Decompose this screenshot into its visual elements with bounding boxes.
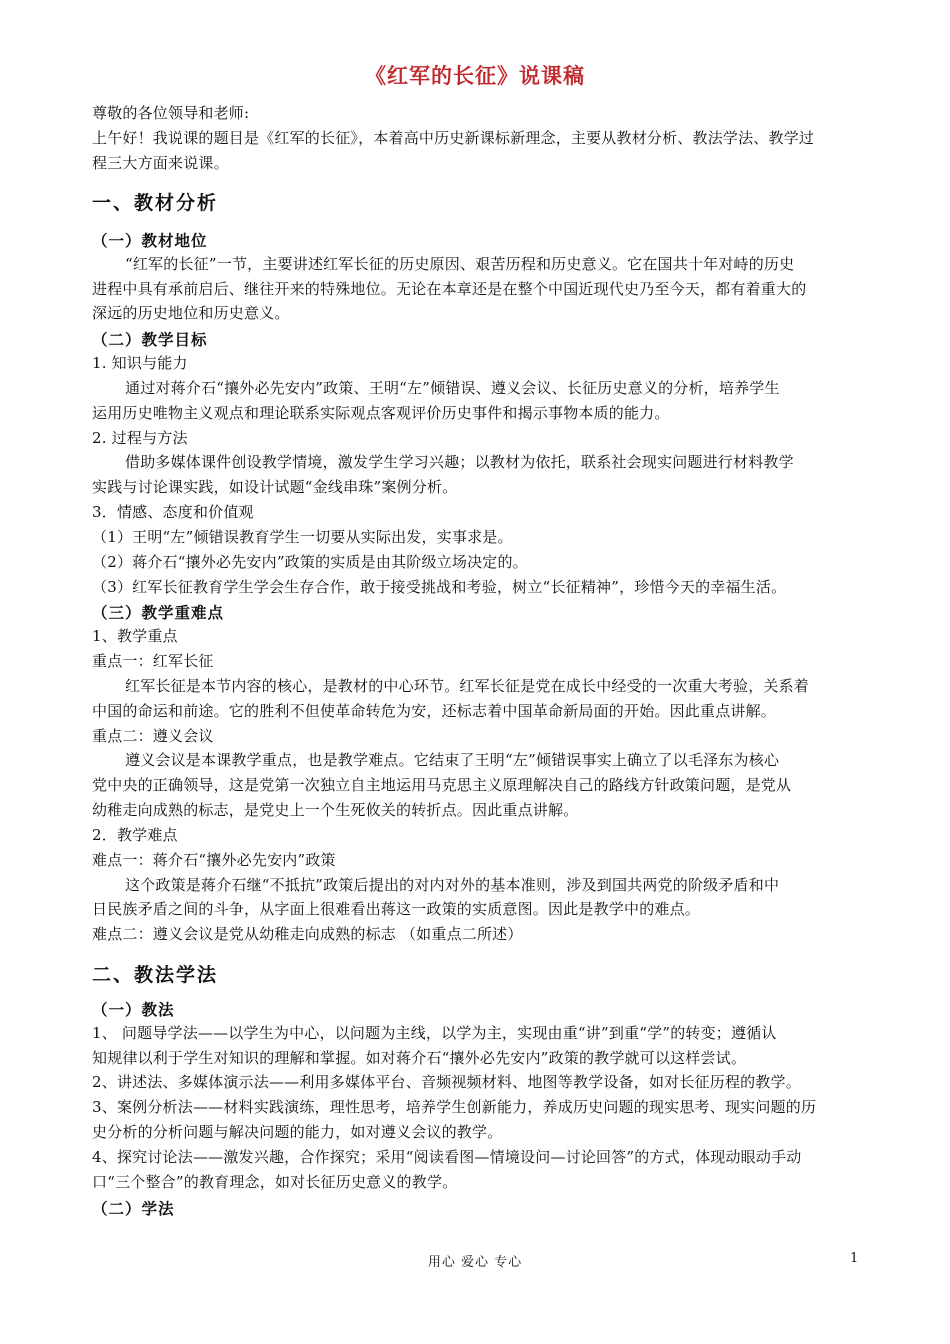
subsection-heading: （二）教学目标 bbox=[92, 331, 208, 349]
paragraph-line: 实践与讨论课实践，如设计试题“金线串珠”案例分析。 bbox=[92, 478, 458, 496]
paragraph-line: 党中央的正确领导，这是党第一次独立自主地运用马克思主义原理解决自己的路线方针政策问题，是党从 bbox=[92, 776, 792, 794]
list-item: 1. 知识与能力 bbox=[92, 354, 188, 372]
document-title: 《红军的长征》说课稿 bbox=[365, 64, 585, 88]
list-item: 1、教学重点 bbox=[92, 627, 178, 645]
intro-line: 程三大方面来说课。 bbox=[92, 154, 229, 172]
paragraph-line: 这个政策是蒋介石继“不抵抗”政策后提出的对内对外的基本准则，涉及到国共两党的阶级矛盾和中 bbox=[125, 876, 780, 894]
list-item: 4、探究讨论法——激发兴趣，合作探究；采用“阅读看图—情境设问—讨论回答”的方式，体现动眼动手动 bbox=[92, 1148, 802, 1166]
list-item: （3）红军长征教育学生学会生存合作，敢于接受挑战和考验，树立“长征精神”，珍惜今天的幸福生活。 bbox=[92, 578, 787, 596]
list-item: 重点一：红军长征 bbox=[92, 652, 214, 670]
subsection-heading: （一）教法 bbox=[92, 1001, 175, 1019]
greeting: 尊敬的各位领导和老师: bbox=[92, 104, 250, 122]
list-item: （1）王明“左”倾错误教育学生一切要从实际出发，实事求是。 bbox=[92, 528, 513, 546]
list-item: 重点二：遵义会议 bbox=[92, 727, 214, 745]
paragraph-line: 史分析的分析问题与解决问题的能力，如对遵义会议的教学。 bbox=[92, 1123, 503, 1141]
section-heading: 一、教材分析 bbox=[92, 192, 219, 214]
subsection-heading: （一）教材地位 bbox=[92, 232, 208, 250]
intro-line: 上午好！我说课的题目是《红军的长征》，本着高中历史新课标新理念，主要从教材分析、教法学法、教学过 bbox=[92, 129, 815, 147]
list-item: 1、 问题导学法——以学生为中心，以问题为主线，以学为主，实现由重“讲”到重“学”的转变；遵循认 bbox=[92, 1024, 777, 1042]
paragraph-line: 进程中具有承前启后、继往开来的特殊地位。无论在本章还是在整个中国近现代史乃至今天，都有着重大的 bbox=[92, 280, 807, 298]
paragraph-line: 中国的命运和前途。它的胜利不但使革命转危为安，还标志着中国革命新局面的开始。因此重点讲解。 bbox=[92, 702, 777, 720]
subsection-heading: （三）教学重难点 bbox=[92, 604, 225, 622]
section-heading: 二、教法学法 bbox=[92, 964, 219, 986]
list-item: 2. 过程与方法 bbox=[92, 429, 188, 447]
list-item: 3、案例分析法——材料实践演练，理性思考，培养学生创新能力，养成历史问题的现实思考、现实问题的历 bbox=[92, 1098, 817, 1116]
list-item: 2．教学难点 bbox=[92, 826, 178, 844]
subsection-heading: （二）学法 bbox=[92, 1200, 175, 1218]
footer-motto: 用心 爱心 专心 bbox=[427, 1255, 523, 1270]
paragraph-line: 深远的历史地位和历史意义。 bbox=[92, 304, 290, 322]
paragraph-line: 借助多媒体课件创设教学情境，激发学生学习兴趣；以教材为依托，联系社会现实问题进行材料教学 bbox=[125, 453, 794, 471]
list-item: 2、讲述法、多媒体演示法——利用多媒体平台、音频视频材料、地图等教学设备，如对长征历程的教学。 bbox=[92, 1073, 801, 1091]
page-number: 1 bbox=[850, 1251, 859, 1266]
paragraph-line: 通过对蒋介石“攘外必先安内”政策、王明“左”倾错误、遵义会议、长征历史意义的分析，培养学生 bbox=[125, 379, 780, 397]
paragraph-line: “红军的长征”一节，主要讲述红军长征的历史原因、艰苦历程和历史意义。它在国共十年对峙的历史 bbox=[125, 255, 795, 273]
paragraph-line: 日民族矛盾之间的斗争，从字面上很难看出蒋这一政策的实质意图。因此是教学中的难点。 bbox=[92, 900, 701, 918]
paragraph-line: 知规律以利于学生对知识的理解和掌握。如对蒋介石“攘外必先安内”政策的教学就可以这样尝试。 bbox=[92, 1049, 747, 1067]
paragraph-line: 运用历史唯物主义观点和理论联系实际观点客观评价历史事件和揭示事物本质的能力。 bbox=[92, 404, 670, 422]
list-item: 难点一：蒋介石“攘外必先安内”政策 bbox=[92, 851, 336, 869]
list-item: 3．情感、态度和价值观 bbox=[92, 503, 254, 521]
paragraph-line: 遵义会议是本课教学重点，也是教学难点。它结束了王明“左”倾错误事实上确立了以毛泽东为核心 bbox=[125, 751, 780, 769]
paragraph-line: 红军长征是本节内容的核心，是教材的中心环节。红军长征是党在成长中经受的一次重大考验，关系着 bbox=[125, 677, 810, 695]
list-item: 难点二：遵义会议是党从幼稚走向成熟的标志 （如重点二所述） bbox=[92, 925, 523, 943]
paragraph-line: 幼稚走向成熟的标志，是党史上一个生死攸关的转折点。因此重点讲解。 bbox=[92, 801, 579, 819]
paragraph-line: 口“三个整合”的教育理念，如对长征历史意义的教学。 bbox=[92, 1173, 458, 1191]
list-item: （2）蒋介石“攘外必先安内”政策的实质是由其阶级立场决定的。 bbox=[92, 553, 528, 571]
